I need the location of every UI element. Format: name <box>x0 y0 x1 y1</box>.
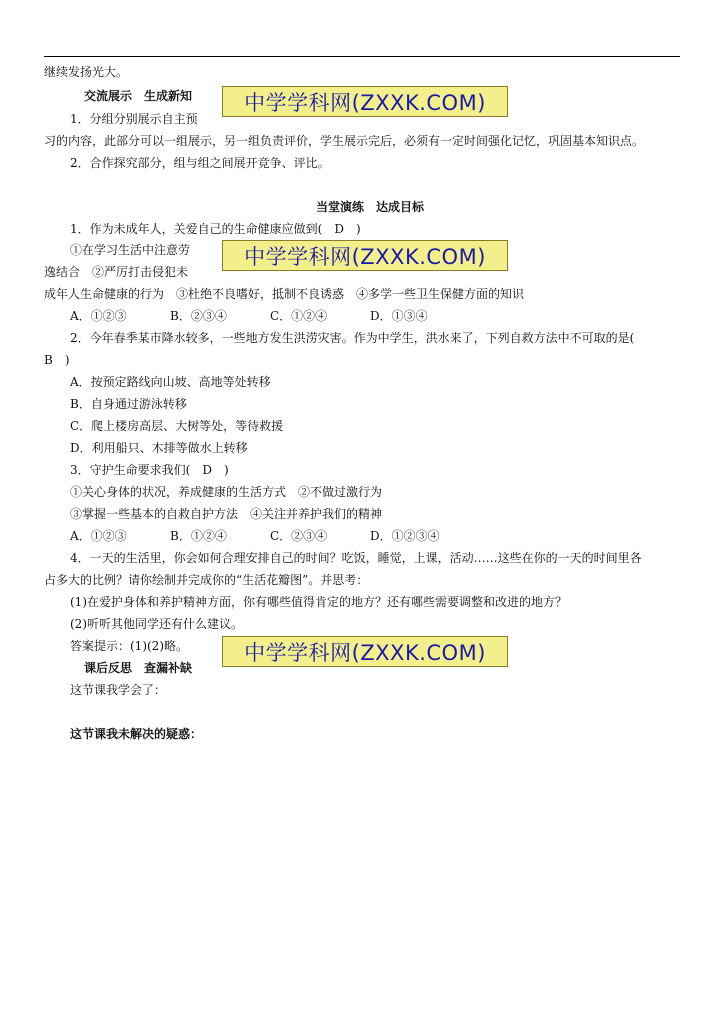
q2-option-c: C．爬上楼房高层、大树等处，等待救援 <box>70 419 284 433</box>
option-b: B．①②④ <box>170 529 227 543</box>
q2-line1: 2．今年春季某市降水较多，一些地方发生洪涝灾害。作为中学生，洪水来了，下列自救方法中不可取的是( <box>70 331 635 345</box>
q3-stem: 3．守护生命要求我们( D ) <box>70 463 229 477</box>
q2-option-d: D．利用船只、木排等做水上转移 <box>70 441 248 455</box>
watermark-banner: 中学学科网(ZXXK.COM) <box>222 86 508 117</box>
q2-line2: B ) <box>44 353 70 367</box>
q4-sub1: (1)在爱护身体和养护精神方面，你有哪些值得肯定的地方？还有哪些需要调整和改进的地方？ <box>70 595 568 609</box>
option-d: D．①②③④ <box>370 529 440 543</box>
q4-line1: 4．一天的生活里，你会如何合理安排自己的时间？吃饭，睡觉，上课，活动……这些在你的一天的时间里各 <box>70 551 642 565</box>
option-b: B．②③④ <box>170 309 227 323</box>
header-rule <box>44 56 680 57</box>
item2-line: 2．合作探究部分，组与组之间展开竞争、评比。 <box>70 156 330 170</box>
intro-text: 继续发扬光大。 <box>44 65 129 79</box>
option-d: D．①③④ <box>370 309 428 323</box>
q3-line2: ③掌握一些基本的自救自护方法 ④关注并养护我们的精神 <box>70 507 383 521</box>
unresolved-prompt: 这节课我未解决的疑惑： <box>70 727 203 741</box>
q4-line2: 占多大的比例？请你绘制并完成你的“生活花瓣图”。并思考： <box>44 573 369 587</box>
watermark-banner: 中学学科网(ZXXK.COM) <box>222 636 508 667</box>
q3-options <box>70 528 470 544</box>
q4-sub2: (2)听听其他同学还有什么建议。 <box>70 617 243 631</box>
q1-options <box>70 308 470 324</box>
learned-prompt: 这节课我学会了： <box>70 683 167 697</box>
section-title-reflection: 课后反思 查漏补缺 <box>84 661 193 675</box>
answer-hint: 答案提示：(1)(2)略。 <box>70 639 188 653</box>
option-a: A．①②③ <box>70 309 127 323</box>
q3-line1: ①关心身体的状况，养成健康的生活方式 ②不做过激行为 <box>70 485 383 499</box>
item1-line2: 习的内容，此部分可以一组展示，另一组负责评价，学生展示完后，必须有一定时间强化记忆，巩固基本知识点。 <box>44 134 645 148</box>
q1-line1: ①在学习生活中注意劳 <box>70 243 191 257</box>
item1-line1: 1．分组分别展示自主预 <box>70 112 198 126</box>
option-c: C．②③④ <box>270 529 328 543</box>
q1-line2: 逸结合 ②严厉打击侵犯未 <box>44 265 189 279</box>
option-c: C．①②④ <box>270 309 328 323</box>
q1-stem: 1．作为未成年人，关爱自己的生命健康应做到( D ) <box>70 222 361 236</box>
section-title-practice: 当堂演练 达成目标 <box>316 200 425 214</box>
q2-option-a: A．按预定路线向山坡、高地等处转移 <box>70 375 271 389</box>
section-title-exchange: 交流展示 生成新知 <box>84 89 193 103</box>
watermark-banner: 中学学科网(ZXXK.COM) <box>222 240 508 271</box>
q1-line3: 成年人生命健康的行为 ③杜绝不良嗜好，抵制不良诱惑 ④多学一些卫生保健方面的知识 <box>44 287 525 301</box>
option-a: A．①②③ <box>70 529 127 543</box>
q2-option-b: B．自身通过游泳转移 <box>70 397 187 411</box>
